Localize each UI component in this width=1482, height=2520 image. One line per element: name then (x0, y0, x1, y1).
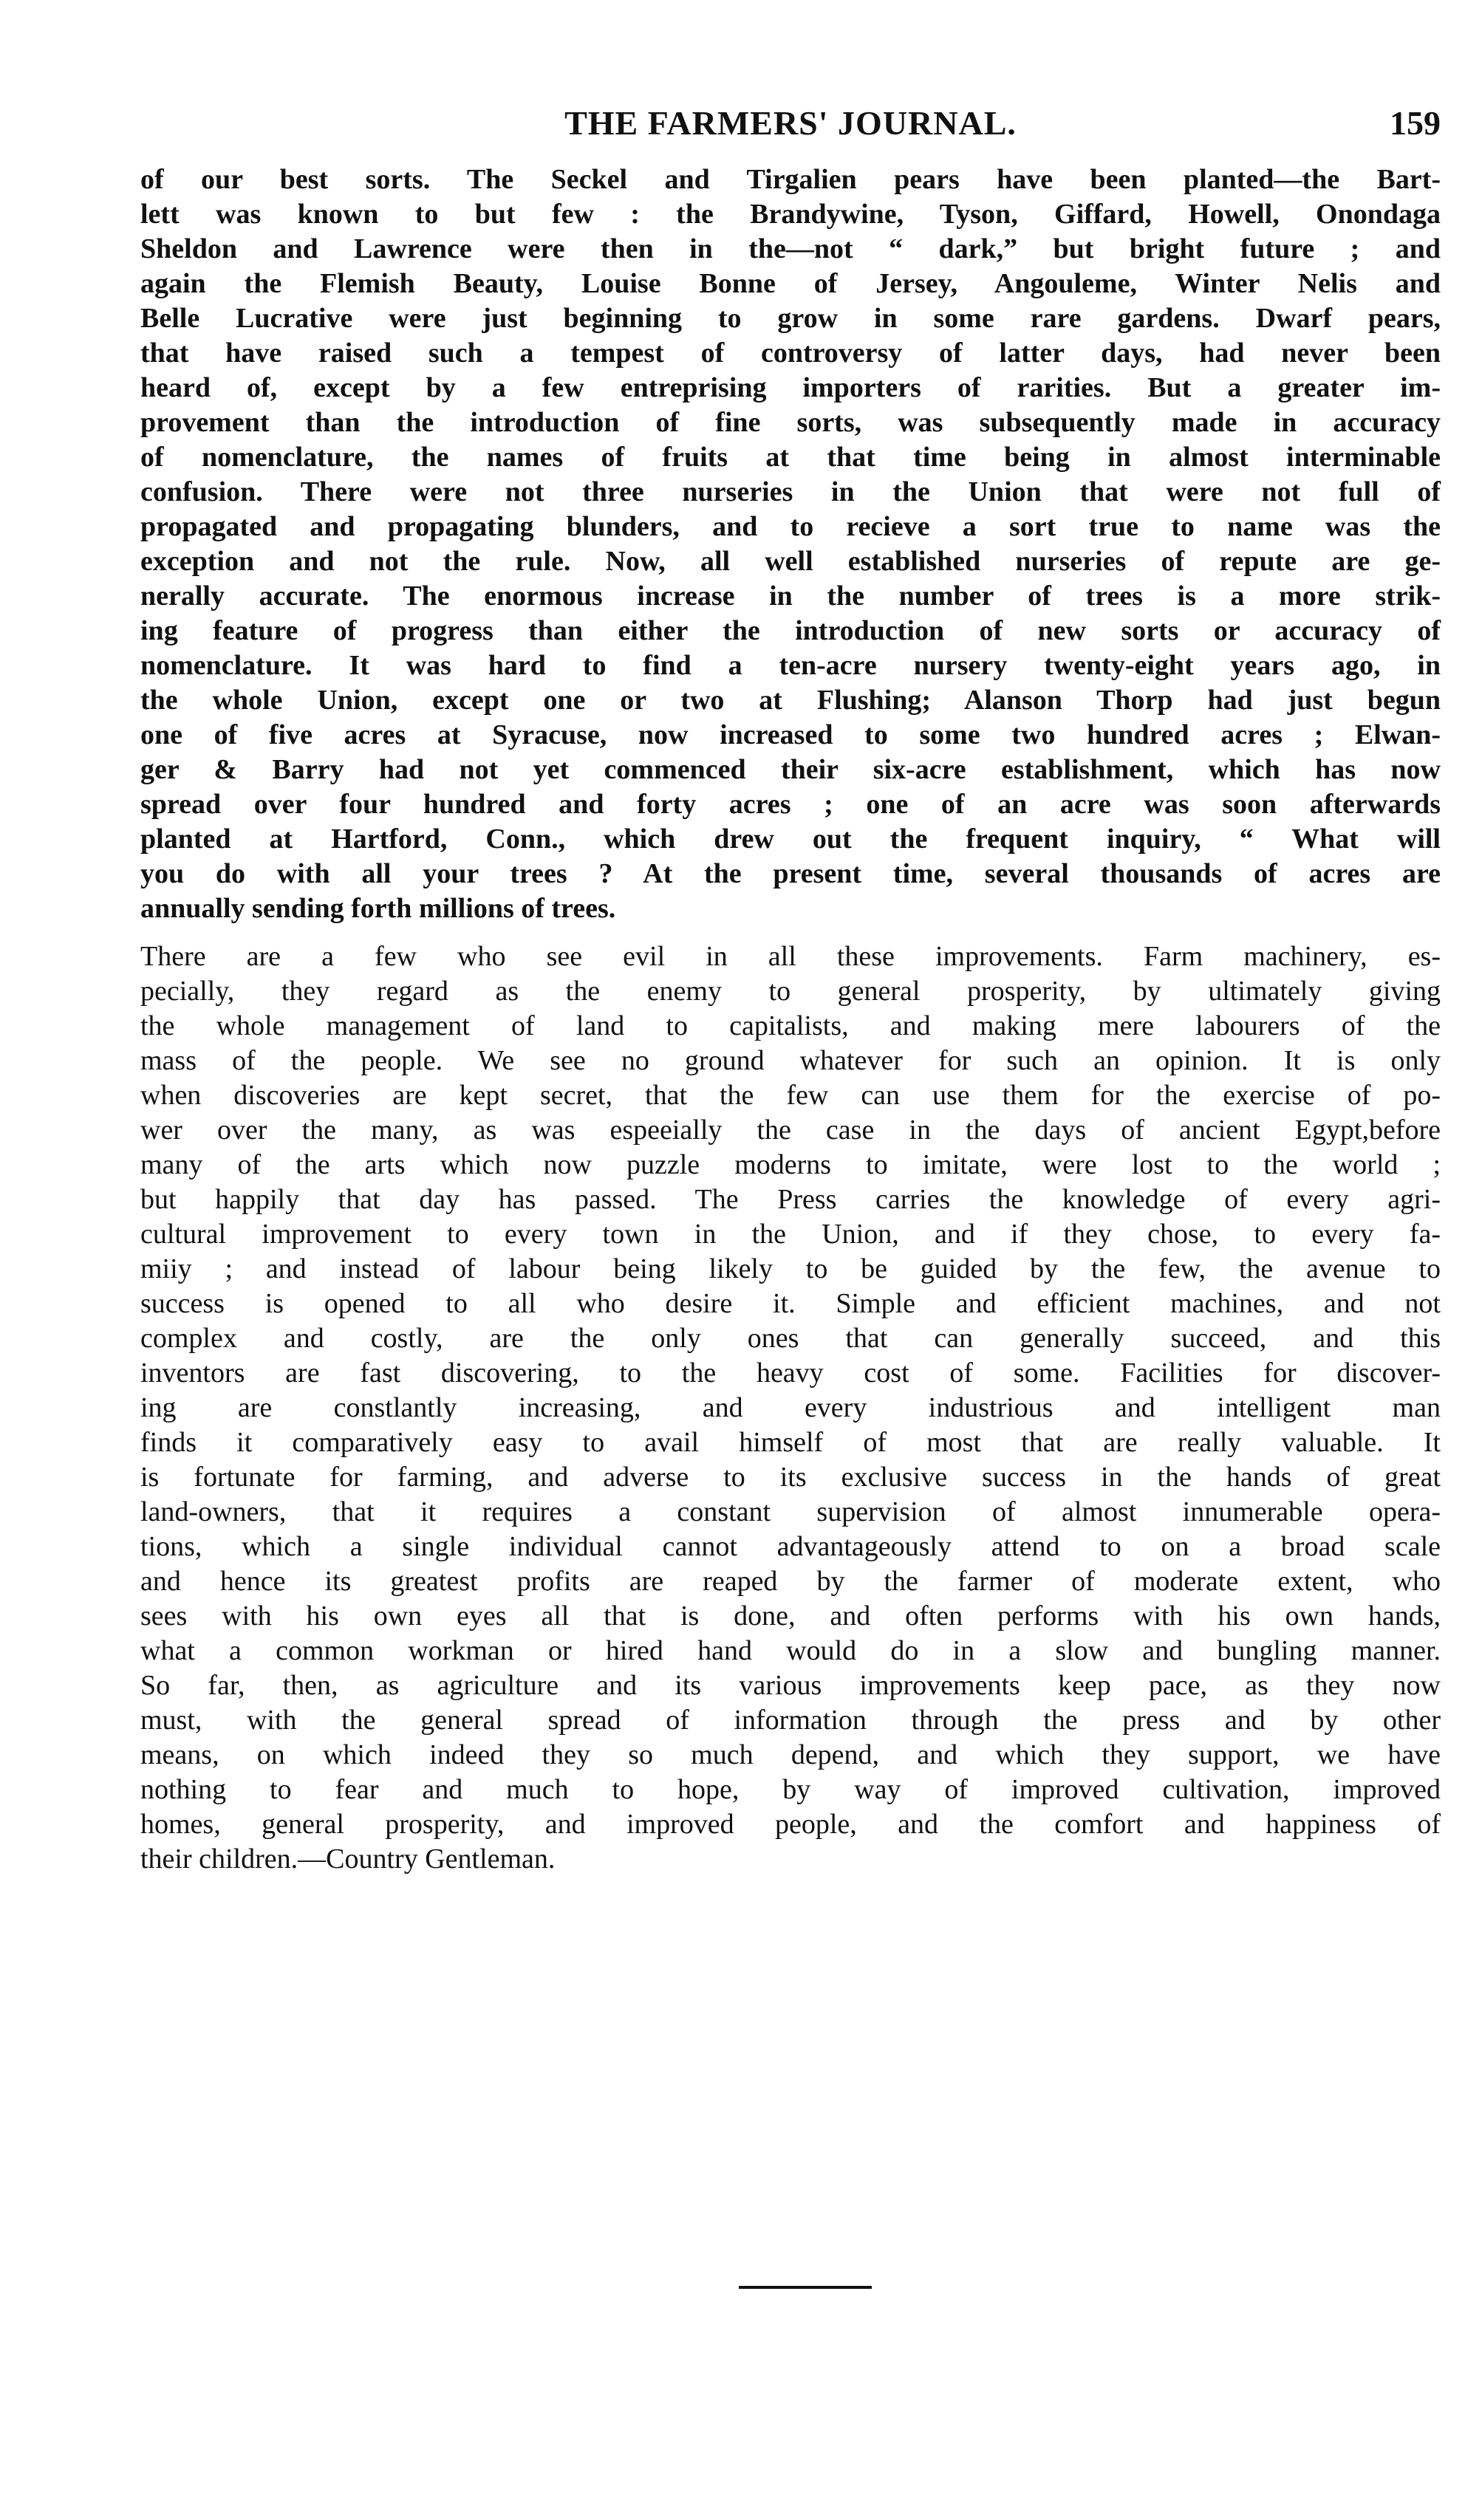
text-line: the whole management of land to capitalists, and making mere labourers of the (140, 1010, 1441, 1041)
page-number: 159 (1390, 104, 1441, 142)
text-line: of nomenclature, the names of fruits at that time being in almost interminable (140, 442, 1441, 473)
text-line: confusion. There were not three nurseries in the Union that were not full of (140, 476, 1441, 507)
text-line: mass of the people. We see no ground whatever for such an opinion. It is only (140, 1045, 1441, 1076)
text-line: when discoveries are kept secret, that the few can use them for the exercise of po- (140, 1080, 1441, 1111)
text-line: and hence its greatest profits are reaped by the farmer of moderate extent, who (140, 1566, 1441, 1597)
text-line: heard of, except by a few entreprising importers of rarities. But a greater im- (140, 372, 1441, 403)
text-line: finds it comparatively easy to avail himself of most that are really valuable. It (140, 1427, 1441, 1458)
text-line: that have raised such a tempest of controversy of latter days, had never been (140, 338, 1441, 369)
text-line: the whole Union, except one or two at Flushing; Alanson Thorp had just begun (140, 685, 1441, 716)
text-line: annually sending forth millions of trees. (140, 893, 616, 924)
text-line: spread over four hundred and forty acres ; one of an acre was soon afterwards (140, 789, 1441, 820)
paragraph-improvements (140, 939, 1441, 1877)
text-line: again the Flemish Beauty, Louise Bonne of Jersey, Angouleme, Winter Nelis and (140, 268, 1441, 299)
text-line: complex and costly, are the only ones that can generally succeed, and this (140, 1323, 1441, 1354)
text-line: nomenclature. It was hard to find a ten-acre nursery twenty-eight years ago, in (140, 650, 1441, 681)
text-line: is fortunate for farming, and adverse to its exclusive success in the hands of great (140, 1462, 1441, 1493)
text-line: many of the arts which now puzzle moderns to imitate, were lost to the world ; (140, 1149, 1441, 1180)
text-line: miiy ; and instead of labour being likely to be guided by the few, the avenue to (140, 1253, 1441, 1284)
text-line: means, on which indeed they so much depend, and which they support, we have (140, 1739, 1441, 1770)
text-line: you do with all your trees ? At the present time, several thousands of acres are (140, 858, 1441, 889)
text-line: sees with his own eyes all that is done, and often performs with his own hands, (140, 1600, 1441, 1632)
text-line: provement than the introduction of fine sorts, was subsequently made in accuracy (140, 407, 1441, 438)
text-line: So far, then, as agriculture and its various improvements keep pace, as they now (140, 1670, 1441, 1701)
text-line: ing feature of progress than either the introduction of new sorts or accuracy of (140, 615, 1441, 646)
text-line: inventors are fast discovering, to the heavy cost of some. Facilities for discover- (140, 1357, 1441, 1389)
closing-rule (739, 2286, 872, 2289)
text-line: ing are constlantly increasing, and every industrious and intelligent man (140, 1392, 1441, 1423)
text-line: nerally accurate. The enormous increase in the number of trees is a more strik- (140, 581, 1441, 612)
text-line: one of five acres at Syracuse, now increased to some two hundred acres ; Elwan- (140, 719, 1441, 750)
text-line: nothing to fear and much to hope, by way of improved cultivation, improved (140, 1774, 1441, 1805)
text-line: There are a few who see evil in all these improvements. Farm machinery, es- (140, 941, 1441, 972)
text-line: what a common workman or hired hand would do in a slow and bungling manner. (140, 1635, 1441, 1666)
journal-page (140, 103, 1441, 1877)
journal-title: THE FARMERS' JOURNAL. (564, 104, 1017, 142)
paragraph-pear-nurseries (140, 162, 1441, 926)
text-line: but happily that day has passed. The Press carries the knowledge of every agri- (140, 1184, 1441, 1215)
text-line: Belle Lucrative were just beginning to grow in some rare gardens. Dwarf pears, (140, 303, 1441, 334)
text-line: tions, which a single individual cannot advantageously attend to on a broad scale (140, 1531, 1441, 1562)
text-line: planted at Hartford, Conn., which drew out the frequent inquiry, “ What will (140, 824, 1441, 855)
text-line: homes, general prosperity, and improved people, and the comfort and happiness of (140, 1809, 1441, 1840)
text-line: land-owners, that it requires a constant supervision of almost innumerable opera- (140, 1496, 1441, 1527)
text-line: Sheldon and Lawrence were then in the—not “ dark,” but bright future ; and (140, 233, 1441, 264)
text-line: wer over the many, as was espeeially the case in the days of ancient Egypt,before (140, 1115, 1441, 1146)
text-line: success is opened to all who desire it. Simple and efficient machines, and not (140, 1288, 1441, 1319)
text-line: pecially, they regard as the enemy to general prosperity, by ultimately giving (140, 976, 1441, 1007)
text-line: ger & Barry had not yet commenced their six-acre establishment, which has now (140, 754, 1441, 785)
text-line: their children.—Country Gentleman. (140, 1843, 556, 1874)
running-header (140, 103, 1441, 162)
text-line: exception and not the rule. Now, all well established nurseries of repute are ge- (140, 546, 1441, 577)
text-line: cultural improvement to every town in the Union, and if they chose, to every fa- (140, 1219, 1441, 1250)
text-line: of our best sorts. The Seckel and Tirgalien pears have been planted—the Bart- (140, 164, 1441, 195)
text-line: lett was known to but few : the Brandywine, Tyson, Giffard, Howell, Onondaga (140, 199, 1441, 230)
text-line: propagated and propagating blunders, and to recieve a sort true to name was the (140, 511, 1441, 542)
text-line: must, with the general spread of information through the press and by other (140, 1705, 1441, 1736)
